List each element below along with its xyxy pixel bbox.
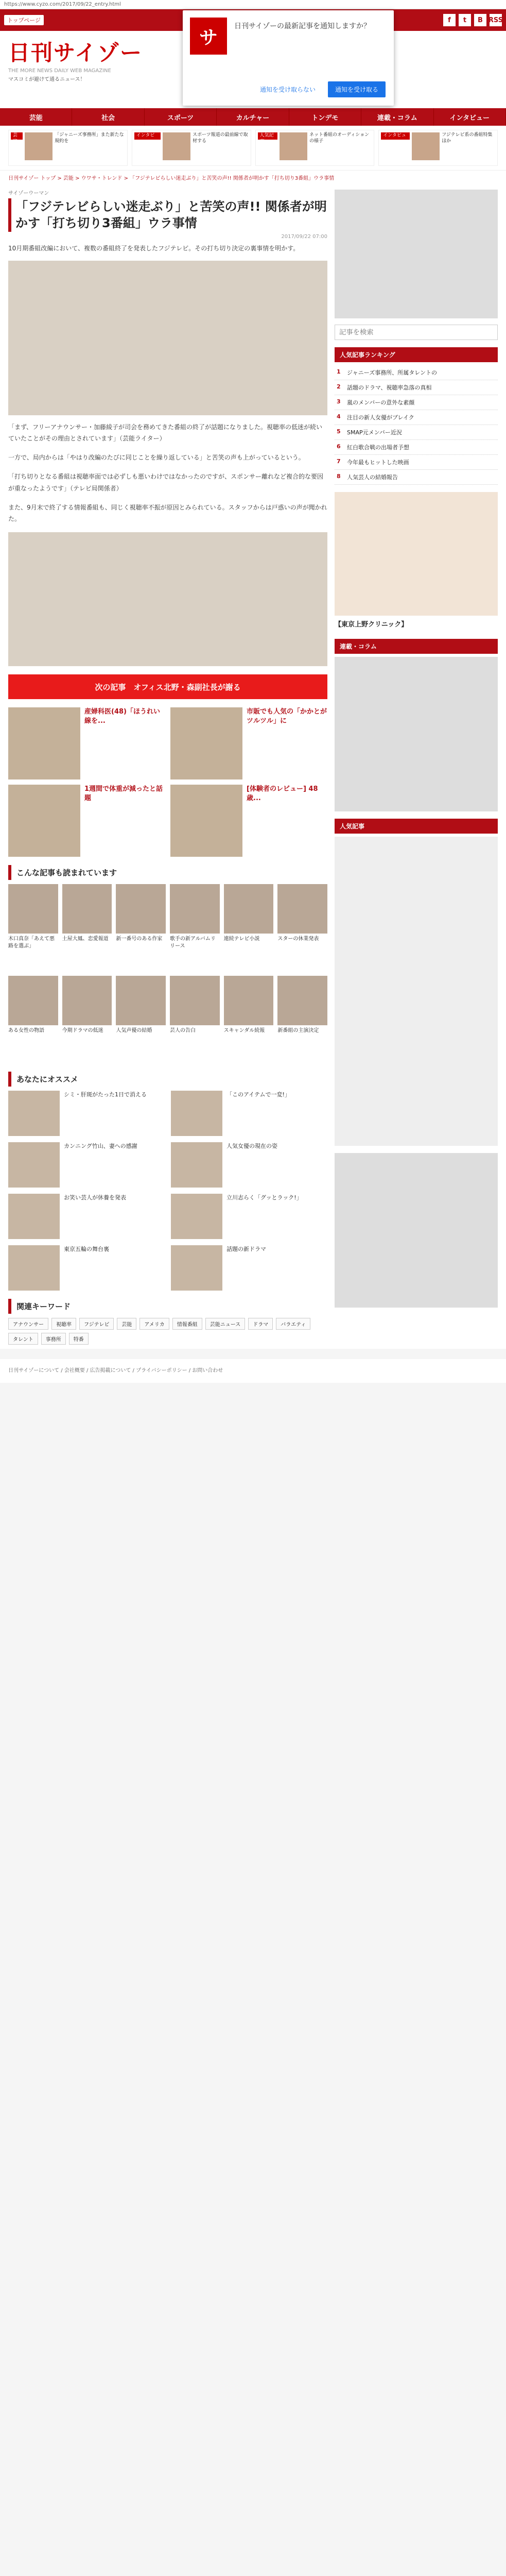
ad-text: 1週間で体重が減ったと話題 [84, 785, 163, 803]
related-text: スキャンダル続報 [223, 1028, 265, 1034]
clinic-banner[interactable] [335, 492, 498, 616]
reco-text: シミ・肝斑がたった1日で消える [64, 1091, 147, 1098]
ticker-item[interactable] [132, 130, 251, 166]
nav-item[interactable]: 芸能 [0, 108, 72, 126]
ranking-item[interactable] [335, 470, 498, 485]
content-wrap [0, 184, 506, 1349]
sidebar-ad-2[interactable] [335, 1153, 498, 1308]
popular-list[interactable] [335, 837, 498, 1146]
ticker-text: スポーツ報道の最前線で取材する [192, 132, 248, 144]
ad-item[interactable] [170, 707, 327, 779]
reco-text: カンニング竹山、妻への感謝 [64, 1143, 137, 1150]
next-article-button[interactable]: 次の記事 オフィス北野・森副社長が謝る [8, 674, 327, 699]
ad-image [170, 707, 242, 779]
main-nav [0, 108, 506, 126]
related-thumb [224, 884, 274, 934]
reco-item[interactable] [8, 1245, 165, 1291]
ad-image [170, 785, 242, 857]
reco-thumb [8, 1091, 60, 1136]
reco-text: 東京五輪の舞台裏 [64, 1246, 109, 1253]
ticker-text: フジテレビ系の番組特集ほか [442, 132, 493, 144]
related-thumb [116, 976, 166, 1025]
ranking-item[interactable] [335, 365, 498, 380]
related-item[interactable] [8, 884, 58, 972]
related-grid [8, 884, 327, 1063]
rank-text: 話題のドラマ、視聴率急落の真相 [347, 384, 432, 391]
article-paragraph: 「まず、フリーアナウンサー・加藤綾子が司会を務めてきた番組の終了が話題になりました。視聴率の低迷が続いていたことがその理由とされています」（芸能ライター） [8, 423, 322, 443]
ad-grid [8, 707, 327, 857]
rank-text: 嵐のメンバーの意外な素顔 [347, 399, 415, 406]
ad-item[interactable] [8, 785, 165, 857]
deny-notification-button[interactable]: 通知を受け取らない [259, 86, 316, 93]
article-paragraph: また、9月末で終了する情報番組も、同じく視聴率不振が原因とみられている。スタッフからは戸惑いの声が聞かれた。 [8, 503, 327, 523]
rank-number: 8 [337, 473, 341, 480]
ticker-item[interactable] [378, 130, 498, 166]
related-thumb [277, 884, 327, 934]
reco-item[interactable] [171, 1194, 327, 1239]
ad-item[interactable] [170, 785, 327, 857]
popular-heading: 人気記事 [335, 819, 498, 834]
related-item[interactable] [277, 976, 327, 1063]
related-text: ある女性の物語 [8, 1028, 44, 1034]
tagline: マスコミが避けて通るニュース！ [8, 77, 85, 82]
main-column [8, 184, 327, 1349]
nav-item[interactable]: スポーツ [145, 108, 217, 126]
reco-text: お笑い芸人が休養を発表 [64, 1194, 126, 1201]
ticker-thumb [280, 132, 307, 160]
related-thumb [170, 976, 220, 1025]
hatena-icon[interactable]: B [474, 14, 486, 26]
rank-text: SMAP元メンバー近況 [347, 429, 402, 436]
allow-notification-button[interactable]: 通知を受け取る [328, 81, 386, 97]
facebook-icon[interactable]: f [443, 14, 456, 26]
rank-number: 4 [337, 413, 341, 420]
rank-number: 5 [337, 428, 341, 435]
reco-thumb [8, 1194, 60, 1239]
article-title: 「フジテレビらしい迷走ぶり」と苦笑の声!! 関係者が明かす「打ち切り3番組」ウラ事情 [8, 198, 327, 232]
rank-number: 1 [337, 368, 341, 375]
related-item[interactable] [170, 884, 220, 972]
ranking-item[interactable] [335, 440, 498, 455]
clinic-banner-title: 【東京上野クリニック】 [335, 621, 408, 629]
ranking-item[interactable] [335, 395, 498, 410]
related-text: 木口真奈「あえて悪路を選ぶ」 [8, 936, 55, 950]
rank-text: 注目の新人女優がブレイク [347, 414, 414, 421]
related-thumb [8, 884, 58, 934]
nav-item[interactable]: カルチャー [217, 108, 289, 126]
rank-text: 今年最もヒットした映画 [347, 459, 409, 466]
ranking-item[interactable] [335, 410, 498, 425]
rss-icon[interactable]: RSS [490, 14, 502, 26]
keyword-tag[interactable]: ドラマ [248, 1318, 273, 1330]
keyword-tag[interactable]: アメリカ [139, 1318, 169, 1330]
related-thumb [62, 976, 112, 1025]
related-item[interactable] [277, 884, 327, 972]
related-text: 新番組の主演決定 [277, 1028, 319, 1034]
related-item[interactable] [224, 976, 274, 1063]
ticker-item[interactable] [255, 130, 375, 166]
reco-thumb [171, 1194, 222, 1239]
keyword-list [8, 1318, 327, 1345]
ticker-text: 「ジャニーズ事務所」また新たな規約を [55, 132, 124, 144]
related-text: 歌手の新アルバムリリース [169, 936, 216, 950]
article-image-2 [8, 532, 327, 666]
ranking-heading: 人気記事ランキング [335, 347, 498, 362]
ad-item[interactable] [8, 707, 165, 779]
keyword-tag[interactable]: バラエティ [276, 1318, 310, 1330]
nav-item[interactable]: 社会 [72, 108, 144, 126]
nav-item[interactable]: 連載・コラム [361, 108, 433, 126]
related-thumb [8, 976, 58, 1025]
reco-thumb [8, 1142, 60, 1188]
keyword-tag[interactable]: 芸能ニュース [205, 1318, 246, 1330]
rank-number: 3 [337, 398, 341, 405]
ranking-item[interactable] [335, 425, 498, 440]
logo-subtitle: THE MORE NEWS DAILY WEB MAGAZINE [8, 68, 111, 74]
ticker-row [0, 126, 506, 170]
keyword-tag[interactable]: アナウンサー [8, 1318, 48, 1330]
rank-text: 人気芸人の結婚報告 [347, 474, 398, 481]
reco-text: 話題の新ドラマ [226, 1246, 266, 1253]
twitter-icon[interactable]: t [459, 14, 471, 26]
related-text: 今期ドラマの低迷 [62, 1028, 103, 1034]
top-home-link[interactable]: トップページ [4, 15, 44, 25]
nav-item[interactable]: トンデモ [289, 108, 361, 126]
related-heading: こんな記事も読まれています [8, 865, 327, 880]
related-text: 新一番号のある作家 [116, 936, 163, 942]
keyword-tag[interactable]: 芸能 [117, 1318, 136, 1330]
related-text: 人気声優の結婚 [116, 1028, 152, 1034]
rank-number: 7 [337, 458, 341, 465]
keyword-tag[interactable]: 特番 [69, 1333, 89, 1345]
ticker-thumb [25, 132, 53, 160]
related-thumb [62, 884, 112, 934]
reco-item[interactable] [8, 1091, 165, 1136]
related-thumb [277, 976, 327, 1025]
reco-text: 立川志らく「グッとラック!」 [226, 1194, 302, 1201]
url-bar[interactable]: https://www.cyzo.com/2017/09/22_entry.html [0, 0, 506, 9]
reco-item[interactable] [171, 1091, 327, 1136]
related-item[interactable] [62, 884, 112, 972]
search-input[interactable] [335, 325, 498, 340]
ad-image [8, 707, 80, 779]
reco-grid [8, 1091, 327, 1291]
reco-thumb [8, 1245, 60, 1291]
ad-text: 産婦科医(48)「ほうれい線を... [84, 708, 160, 725]
related-text: スターの休業発表 [277, 936, 319, 942]
ad-image [8, 785, 80, 857]
related-item[interactable] [8, 976, 58, 1063]
reco-thumb [171, 1091, 222, 1136]
related-item[interactable] [116, 884, 166, 972]
related-text: 土屋大鳳、恋愛報道 [62, 936, 109, 942]
reco-heading: あなたにオススメ [8, 1072, 327, 1087]
ticker-thumb [163, 132, 190, 160]
ranking-item[interactable] [335, 380, 498, 395]
related-thumb [116, 884, 166, 934]
sidebar [335, 184, 498, 1349]
keyword-tag[interactable]: 情報番組 [172, 1318, 202, 1330]
article-category: サイゾーウーマン [8, 191, 49, 196]
article-lead: 10月期番組改編において、複数の番組終了を発表したフジテレビ。その打ち切り決定の裏事情を明かす。 [8, 244, 300, 252]
ticker-item[interactable] [8, 130, 128, 166]
ad-text: 市販でも人気の「かかとがツルツル」に [247, 708, 327, 725]
keyword-tag[interactable]: 事務所 [41, 1333, 66, 1345]
article-paragraph: 「打ち切りとなる番組は視聴率面では必ずしも悪いわけではなかったのですが、スポンサー離れなど複合的な要因が重なったようです」（テレビ局関係者） [8, 472, 324, 492]
related-item[interactable] [116, 976, 166, 1063]
column-heading: 連載・コラム [335, 639, 498, 654]
ticker-thumb [412, 132, 440, 160]
column-box[interactable] [335, 657, 498, 811]
notification-message: 日刊サイゾーの最新記事を通知しますか？ [234, 22, 371, 30]
reco-item[interactable] [171, 1142, 327, 1188]
ticker-tag: インタビュー [381, 132, 410, 140]
ticker-tag: インタビュー [134, 132, 161, 140]
ticker-text: ネット番組のオーディションの様子 [309, 132, 370, 144]
keyword-tag[interactable]: 視聴率 [51, 1318, 76, 1330]
reco-text: 「このアイテムで一変!」 [226, 1091, 290, 1098]
reco-thumb [171, 1245, 222, 1291]
related-thumb [170, 884, 220, 934]
reco-item[interactable] [8, 1142, 165, 1188]
rank-number: 6 [337, 443, 341, 450]
related-item[interactable] [224, 884, 274, 972]
rank-number: 2 [337, 383, 341, 390]
related-text: 連続テレビ小説 [223, 936, 260, 942]
notification-dialog [183, 10, 394, 106]
article-paragraph: 一方で、局内からは「やはり改編のたびに同じことを繰り返している」と苦笑の声も上がっているという。 [8, 454, 305, 462]
related-item[interactable] [62, 976, 112, 1063]
related-item[interactable] [170, 976, 220, 1063]
footer: 日刊サイゾーについて / 会社概要 / 広告掲載について / プライバシーポリシー / お問い合わせ [0, 1359, 506, 1383]
reco-item[interactable] [171, 1245, 327, 1291]
reco-thumb [171, 1142, 222, 1188]
site-logo-icon: サ [190, 18, 227, 55]
rank-text: 紅白歌合戦の出場者予想 [347, 444, 409, 451]
keyword-tag[interactable]: フジテレビ [79, 1318, 114, 1330]
sidebar-ad[interactable] [335, 190, 498, 318]
reco-text: 人気女優の現在の姿 [226, 1143, 277, 1150]
keywords-heading: 関連キーワード [8, 1299, 327, 1314]
nav-item[interactable]: インタビュー [434, 108, 506, 126]
related-text: 芸人の告白 [169, 1028, 196, 1034]
reco-item[interactable] [8, 1194, 165, 1239]
breadcrumb[interactable]: 日刊サイゾー トップ > 芸能 > ウワサ・トレンド > 「フジテレビらしい迷走ぶり」と苦笑の声!! 関係者が明かす「打ち切り3番組」ウラ事情 [0, 170, 506, 184]
ranking-item[interactable] [335, 455, 498, 470]
keyword-tag[interactable]: タレント [8, 1333, 38, 1345]
article-date: 2017/09/22 07:00 [281, 233, 327, 240]
article-image [8, 261, 327, 415]
site-logo[interactable]: 日刊サイゾー [8, 40, 143, 65]
rank-text: ジャニーズ事務所、所属タレントの [347, 369, 437, 376]
ad-text: [体験者のレビュー] 48歳... [247, 785, 318, 803]
ticker-tag: 芸能 [11, 132, 23, 140]
ticker-tag: 人気記事 [258, 132, 278, 140]
related-thumb [224, 976, 274, 1025]
